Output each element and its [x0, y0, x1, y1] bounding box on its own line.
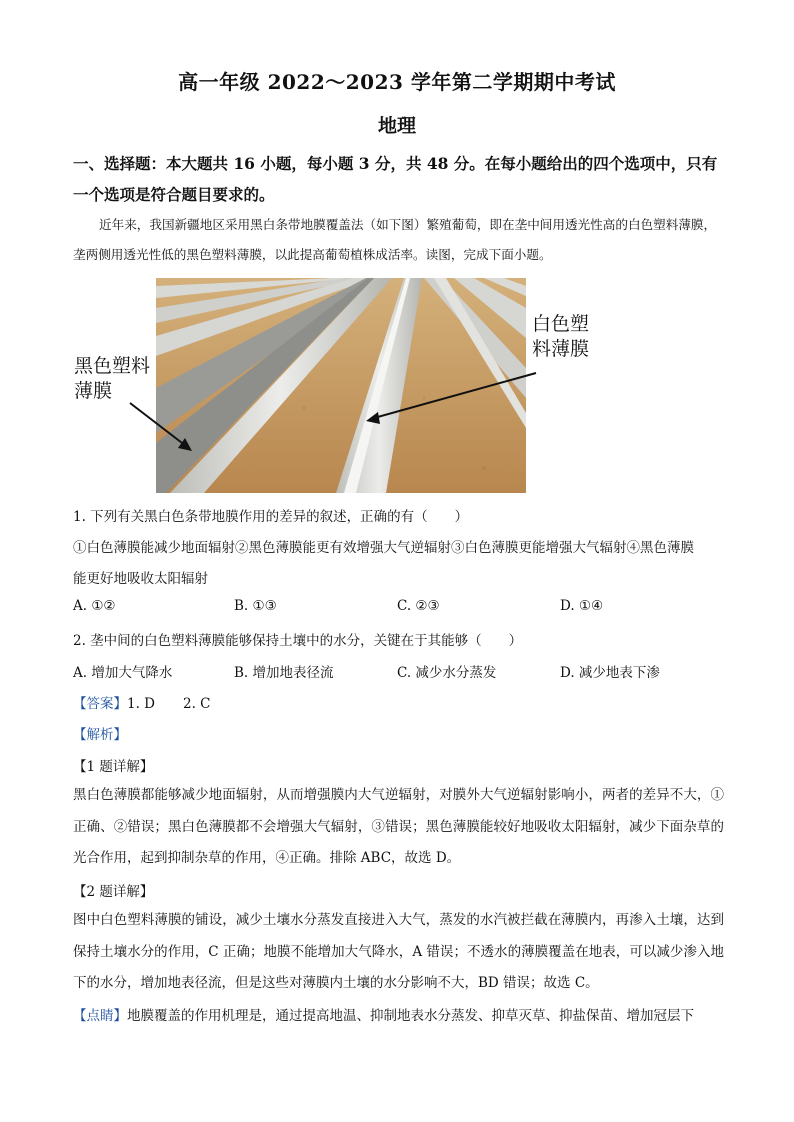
q1-statements-1: ①白色薄膜能减少地面辐射②黑色薄膜能更有效增强大气逆辐射③白色薄膜更能增强大气辐射④黑色薄膜 — [73, 540, 694, 556]
analysis-tag: 【解析】 — [73, 727, 127, 743]
answer-line — [73, 692, 733, 712]
answer-tag: 【答案】 — [73, 696, 127, 712]
subject-title: 地理 — [377, 115, 416, 137]
q1-stem — [73, 505, 733, 525]
q1-stem-text: 1. 下列有关黑白色条带地膜作用的差异的叙述，正确的有（ ） — [73, 509, 469, 525]
detail2-text: 图中白色塑料薄膜的铺设，减少土壤水分蒸发直接进入大气，蒸发的水汽被拦截在薄膜内，再渗入土壤，达到保持土壤水分的作用，C 正确；地膜不能增加大气降水，A 错误；不透水的薄膜覆盖在地表，可以减少渗入地下的水分，增加地表径流，但是这些对薄膜内土壤的水分影响不大，BD 错误；故选 C。 — [73, 912, 724, 991]
detail1-text: 黑白色薄膜都能够减少地面辐射，从而增强膜内大气逆辐射，对膜外大气逆辐射影响小，两者的差异不大，①正确、②错误；黑白色薄膜都不会增强大气辐射，③错误；黑色薄膜能较好地吸收太阳辐射，减少下面杂草的光合作用，起到抑制杂草的作用，④正确。排除 ABC，故选 D。 — [73, 787, 724, 866]
q2-option-d: D. 减少地表下渗 — [560, 665, 660, 681]
tip-text: 地膜覆盖的作用机理是，通过提高地温、抑制地表水分蒸发、抑草灭草、抑盐保苗、增加冠层下 — [127, 1008, 694, 1024]
question-intro: 近年来，我国新疆地区采用黑白条带地膜覆盖法（如下图）繁殖葡萄，即在垄中间用透光性高的白色塑料薄膜，垄两侧用透光性低的黑色塑料薄膜，以此提高葡萄植株成活率。读图，完成下面小题。 — [73, 217, 717, 262]
detail2-tag: 【2 题详解】 — [73, 884, 154, 900]
q1-option-c: C. ②③ — [397, 598, 440, 614]
tip-line — [73, 1004, 733, 1024]
label-black-film: 黑色塑料薄膜 — [74, 355, 151, 402]
label-white-film: 白色塑料薄膜 — [532, 313, 590, 360]
answer-1: 1. D — [127, 696, 155, 712]
q2-option-a: A. 增加大气降水 — [73, 665, 173, 681]
tip-tag: 【点睛】 — [73, 1008, 127, 1024]
answer-2: 2. C — [183, 696, 211, 712]
field-photo — [74, 278, 604, 493]
q2-option-b: B. 增加地表径流 — [234, 665, 334, 681]
q1-option-b: B. ①③ — [234, 598, 277, 614]
section-heading: 一、选择题：本大题共 16 小题，每小题 3 分，共 48 分。在每小题给出的四个选项中，只有一个选项是符合题目要求的。 — [73, 154, 718, 204]
q1-option-d: D. ①④ — [560, 598, 604, 614]
q1-statements-2: 能更好地吸收太阳辐射 — [73, 571, 208, 587]
q2-option-c: C. 减少水分蒸发 — [397, 665, 497, 681]
detail1-tag: 【1 题详解】 — [73, 759, 154, 775]
q2-stem: 2. 垄中间的白色塑料薄膜能够保持土壤中的水分，关键在于其能够（ ） — [73, 633, 523, 649]
analysis-tag-line — [73, 723, 733, 743]
q1-option-a: A. ①② — [73, 598, 116, 614]
page-title: 高一年级 2022～2023 学年第二学期期中考试 — [178, 70, 616, 94]
